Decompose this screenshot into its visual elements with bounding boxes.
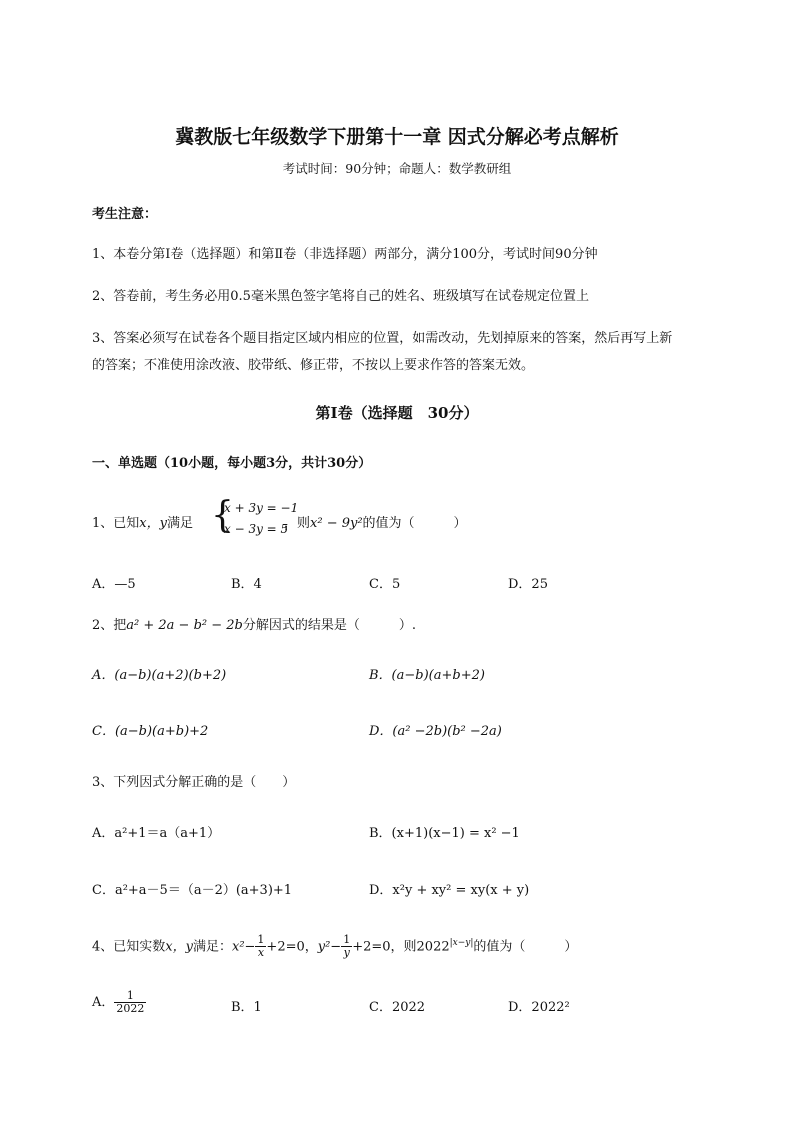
question-1-tail: ，则x² − 9y²的值为（ ） [284, 516, 467, 531]
q4-option-a: A． $\frac{1}{2022}$ [92, 988, 145, 1015]
fraction-1-over-y: $\frac{1}{y}$ [343, 933, 351, 960]
question-2: 2、把a² + 2a − b² − 2b分解因式的结果是（ ）. [92, 618, 417, 633]
q3-option-a: A．a²+1＝a（a+1） [92, 826, 221, 841]
notice-item-3-cont: 的答案；不准使用涂改液、胶带纸、修正带，不按以上要求作答的答案无效。 [92, 358, 535, 373]
system-brace: { [211, 495, 234, 536]
q4-option-b: B．1 [231, 1000, 262, 1015]
document-title: 冀教版七年级数学下册第十一章 因式分解必考点解析 [175, 126, 619, 148]
notice-heading: 考生注意： [92, 207, 158, 222]
equation-1: x + 3y = −1 [224, 501, 299, 515]
q2-option-d: D．(a² −2b)(b² −2a) [369, 724, 502, 739]
equation-2: x − 3y = 5 [224, 522, 289, 536]
q4-option-d: D．2022² [508, 1000, 570, 1015]
exam-info: 考试时间：90分钟；命题人：数学教研组 [282, 161, 512, 176]
q4-option-c: C．2022 [369, 1000, 426, 1015]
part-heading: 一、单选题（10小题，每小题3分，共计30分） [92, 456, 372, 471]
q3-option-c: C．a²+a－5＝（a－2）(a+3)+1 [92, 883, 293, 898]
q2-option-b: B．(a−b)(a+b+2) [369, 668, 485, 683]
q1-option-c: C．5 [369, 577, 401, 592]
q1-option-d: D．25 [508, 577, 548, 592]
fraction-1-over-2022: $\frac{1}{2022}$ [116, 988, 145, 1015]
question-3: 3、下列因式分解正确的是（ ） [92, 775, 296, 790]
q2-option-c: C．(a−b)(a+b)+2 [92, 724, 209, 739]
q3-option-d: D．x²y + xy² = xy(x + y) [369, 883, 530, 898]
notice-item-2: 2、答卷前，考生务必用0.5毫米黑色签字笔将自己的姓名、班级填写在试卷规定位置上 [92, 289, 589, 304]
q1-option-a: A．—5 [92, 577, 136, 592]
question-1: 1、已知x，y满足 [92, 516, 193, 531]
question-4: 4、已知实数x，y满足：x²− $\frac{1}{x}$ +2=0，y²− $\frac{1}{y}$ +2=0，则$2022^{|x-y|}$的值为（ ） [92, 933, 578, 960]
q2-option-a: A．(a−b)(a+2)(b+2) [92, 668, 227, 683]
notice-item-1: 1、本卷分第I卷（选择题）和第Ⅱ卷（非选择题）两部分，满分100分，考试时间90分钟 [92, 247, 598, 262]
q1-option-b: B．4 [231, 577, 262, 592]
notice-item-3: 3、答案必须写在试卷各个题目指定区域内相应的位置，如需改动，先划掉原来的答案，然后再写上新 [92, 331, 673, 346]
fraction-1-over-x: $\frac{1}{x}$ [257, 933, 265, 960]
q3-option-b: B．(x+1)(x−1) = x² −1 [369, 826, 520, 841]
section-title: 第I卷（选择题 30分） [315, 404, 479, 422]
